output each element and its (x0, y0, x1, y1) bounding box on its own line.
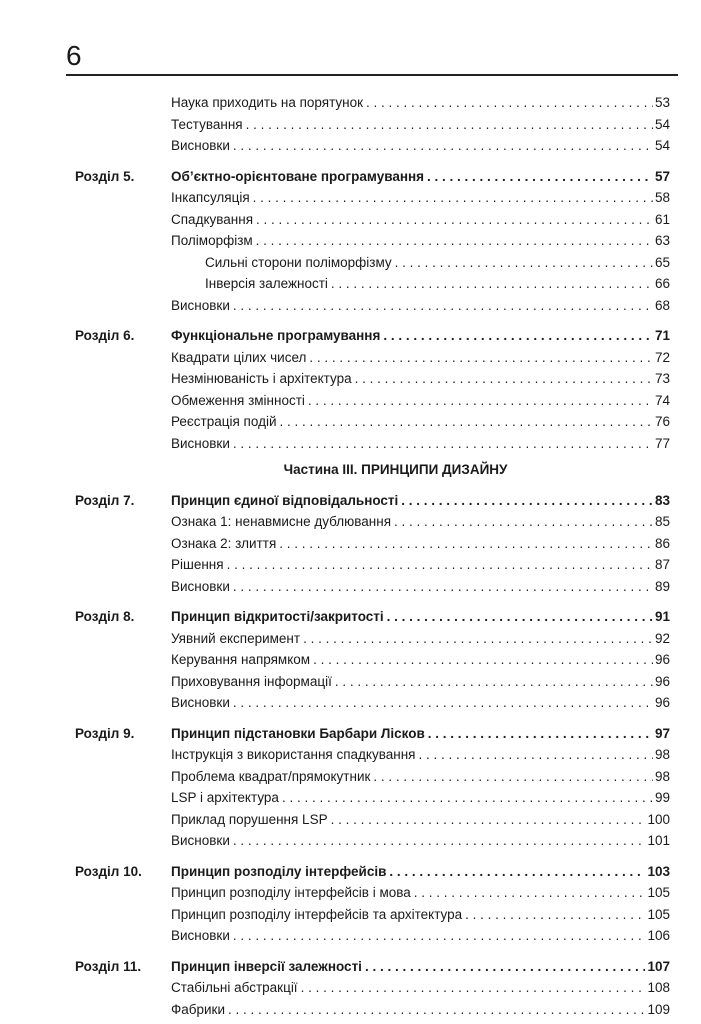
dot-leader (428, 723, 653, 744)
toc-entry-page: 97 (654, 725, 670, 741)
toc-entry (171, 576, 670, 597)
toc-entry-title: Уявний експеримент (171, 630, 301, 646)
toc-entry-title: Квадрати цілих чисел (171, 349, 307, 365)
toc-entry-title: Приклад порушення LSP (171, 811, 328, 827)
dot-leader (228, 999, 645, 1020)
dot-leader (279, 533, 653, 554)
toc-entry-page: 86 (654, 535, 670, 551)
toc-entry-title: Приховування інформації (171, 673, 332, 689)
toc-entry-page: 98 (654, 747, 670, 762)
toc-entry (171, 533, 670, 554)
toc-entry (171, 830, 670, 851)
toc-entry-title: LSP і архітектура (171, 790, 279, 805)
toc-entry-page: 57 (654, 168, 670, 184)
toc-entry-title: Висновки (171, 928, 230, 943)
toc-entry-page: 54 (654, 116, 670, 132)
dot-leader (414, 882, 646, 903)
dot-leader (383, 325, 653, 346)
toc-entry-title: Об’єктно-орієнтоване програмування (171, 168, 425, 184)
dot-leader (256, 209, 653, 230)
toc-entry-title: Тестування (171, 116, 243, 132)
toc-entry (171, 187, 670, 208)
dot-leader (373, 766, 653, 787)
chapter-title-row (171, 723, 670, 744)
toc-entry-page: 91 (654, 609, 670, 624)
dot-leader (233, 135, 653, 156)
chapter-label: Розділ 6. (75, 328, 135, 343)
toc-entry (171, 368, 670, 389)
toc-entry (171, 209, 670, 230)
toc-entry-title: Обмеження змінності (171, 392, 305, 408)
toc-entry (171, 295, 670, 316)
chapter-label: Розділ 5. (75, 168, 135, 184)
chapter-label: Розділ 10. (75, 863, 142, 879)
toc-entry (171, 882, 670, 903)
toc-entry (205, 273, 670, 294)
toc-entry-title: Рішення (171, 557, 224, 572)
dot-leader (280, 411, 653, 432)
toc-entry-title: Керування напрямком (171, 652, 311, 667)
toc-entry-page: 107 (647, 958, 670, 974)
toc-entry (171, 433, 670, 454)
chapter-title-row (171, 490, 670, 511)
toc-entry-page: 74 (654, 392, 670, 408)
toc-entry-title: Фабрики (171, 1001, 225, 1017)
toc-entry-page: 98 (654, 768, 670, 784)
dot-leader (366, 92, 653, 113)
toc-entry (171, 230, 670, 251)
toc-entry (171, 649, 670, 670)
page-number: 6 (66, 40, 82, 71)
dot-leader (303, 628, 653, 649)
toc-entry (205, 252, 670, 273)
toc-entry-page: 96 (654, 673, 670, 689)
toc-entry-title: Висновки (171, 695, 230, 710)
toc-entry-page: 92 (654, 630, 670, 646)
toc-entry-page: 54 (654, 138, 670, 153)
toc-entry (171, 692, 670, 713)
toc-entry-title: Інверсія залежності (205, 276, 328, 291)
toc-entry-title: Висновки (171, 435, 230, 451)
toc-entry-title: Поліморфізм (171, 233, 253, 248)
toc-entry (171, 411, 670, 432)
toc-entry-page: 71 (654, 328, 670, 343)
toc-entry (171, 787, 670, 808)
chapter-title-row (171, 956, 670, 977)
toc-entry-page: 96 (654, 652, 670, 667)
toc-entry (171, 809, 670, 830)
toc-entry-page: 66 (654, 276, 670, 291)
toc-entry-page: 63 (654, 233, 670, 248)
toc-entry-title: Принцип розподілу інтерфейсів (171, 863, 387, 879)
dot-leader (418, 744, 652, 765)
chapter-label: Розділ 8. (75, 609, 135, 624)
toc-entry (171, 135, 670, 156)
chapter-label: Розділ 7. (75, 492, 135, 508)
dot-leader (308, 390, 653, 411)
header-rule (66, 74, 678, 76)
toc-entry-page: 76 (654, 414, 670, 429)
toc-entry-title: Функціональне програмування (171, 328, 381, 343)
chapter-title-row (171, 861, 670, 882)
toc-entry-page: 72 (654, 349, 670, 365)
dot-leader (401, 490, 653, 511)
dot-leader (256, 230, 653, 251)
toc-entry-page: 103 (647, 863, 670, 879)
chapter-title-row (171, 166, 670, 187)
dot-leader (355, 368, 653, 389)
dot-leader (246, 114, 653, 135)
toc-entry-page: 58 (654, 190, 670, 205)
dot-leader (465, 904, 645, 925)
dot-leader (233, 925, 646, 946)
toc-entry-page: 101 (647, 833, 670, 848)
toc-entry-page: 89 (654, 578, 670, 594)
toc-entry (171, 925, 670, 946)
dot-leader (387, 606, 653, 627)
toc-entry-page: 85 (654, 514, 670, 529)
toc-entry-title: Інструкція з використання спадкування (171, 747, 416, 762)
toc-entry-title: Висновки (171, 833, 230, 848)
toc-entry-title: Ознака 1: ненавмисне дублювання (171, 514, 392, 529)
toc-entry (171, 511, 670, 532)
toc-entry (171, 744, 670, 765)
toc-entry-title: Наука приходить на порятунок (171, 95, 364, 110)
toc-entry-title: Висновки (171, 138, 230, 153)
toc-entry-title: Проблема квадрат/прямокутник (171, 768, 371, 784)
toc-entry-page: 83 (654, 492, 670, 508)
chapter-title-row (171, 606, 670, 627)
toc-entry (171, 999, 670, 1020)
toc-entry-title: Ознака 2: злиття (171, 535, 277, 551)
toc-entry-title: Стабільні абстракції (171, 980, 298, 995)
toc-entry-page: 73 (654, 371, 670, 386)
dot-leader (331, 273, 653, 294)
dot-leader (233, 692, 653, 713)
toc-entry (171, 766, 670, 787)
dot-leader (309, 347, 653, 368)
toc-entry-page: 77 (654, 435, 670, 451)
toc-entry-title: Висновки (171, 297, 230, 313)
toc-entry-page: 53 (654, 95, 670, 110)
toc-entry (171, 554, 670, 575)
toc-entry-title: Спадкування (171, 211, 254, 227)
toc-entry-title: Сильні сторони поліморфізму (205, 254, 392, 270)
toc-entry-title: Реєстрація подій (171, 414, 277, 429)
toc-entry-title: Незмінюваність і архітектура (171, 371, 352, 386)
dot-leader (395, 252, 653, 273)
toc-entry-page: 105 (647, 906, 670, 922)
dot-leader (394, 511, 653, 532)
chapter-title-row (171, 325, 670, 346)
chapter-label: Розділ 11. (75, 958, 142, 974)
toc-entry (171, 347, 670, 368)
dot-leader (301, 977, 646, 998)
toc-entry-title: Принцип інверсії залежності (171, 958, 362, 974)
toc-entry-title: Висновки (171, 578, 230, 594)
toc-entry-page: 65 (654, 254, 670, 270)
toc-entry-page: 87 (654, 557, 670, 572)
toc-entry-page: 99 (654, 790, 670, 805)
toc-entry (171, 671, 670, 692)
dot-leader (389, 861, 645, 882)
dot-leader (233, 433, 653, 454)
toc-entry (171, 904, 670, 925)
dot-leader (233, 295, 653, 316)
toc-entry-page: 106 (647, 928, 670, 943)
toc-entry (171, 92, 670, 113)
dot-leader (282, 787, 653, 808)
toc-entry (171, 114, 670, 135)
toc-entry-page: 109 (647, 1001, 670, 1017)
dot-leader (427, 166, 653, 187)
toc-entry-page: 96 (654, 695, 670, 710)
dot-leader (365, 956, 646, 977)
toc-entry-title: Принцип розподілу інтерфейсів та архітектура (171, 906, 463, 922)
toc-entry-title: Принцип підстановки Барбари Лісков (171, 725, 425, 741)
toc-entry (171, 977, 670, 998)
dot-leader (227, 554, 653, 575)
dot-leader (253, 187, 653, 208)
toc-entry (171, 628, 670, 649)
toc-entry-title: Принцип відкритості/закритості (171, 609, 384, 624)
dot-leader (335, 671, 653, 692)
part-heading: Частина III. ПРИНЦИПИ ДИЗАЙНУ (283, 462, 508, 477)
dot-leader (331, 809, 646, 830)
toc-entry-title: Принцип розподілу інтерфейсів і мова (171, 885, 411, 900)
toc-entry-page: 100 (647, 811, 670, 827)
toc-entry-title: Принцип єдиної відповідальності (171, 492, 399, 508)
toc-entry-page: 108 (647, 980, 670, 995)
toc-entry-title: Інкапсуляція (171, 190, 250, 205)
toc-entry-page: 105 (647, 885, 670, 900)
dot-leader (233, 830, 646, 851)
toc-entry-page: 68 (654, 297, 670, 313)
toc-entry-page: 61 (654, 211, 670, 227)
dot-leader (313, 649, 653, 670)
chapter-label: Розділ 9. (75, 725, 135, 741)
toc-entry (171, 390, 670, 411)
dot-leader (233, 576, 653, 597)
